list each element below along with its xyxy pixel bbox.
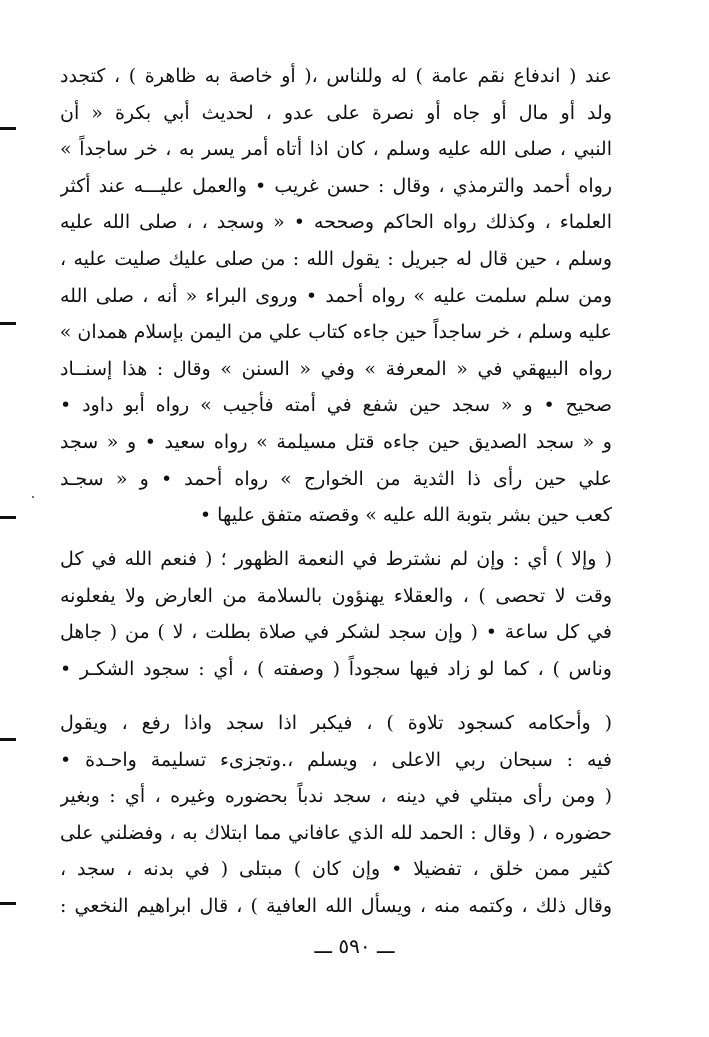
margin-mark <box>0 516 16 519</box>
text-line: و « سجد الصديق حين جاءه قتل مسيلمة » رواه سعيد • و « سجد <box>60 430 612 453</box>
text-line: صحيح • و « سجد حين شفع في أمته فأجيب » رواه أبو داود • <box>60 394 612 417</box>
text-line: كثير ممن خلق ، تفضيلا • وإن كان ) مبتلى ( في بدنه ، سجد ، <box>60 858 612 881</box>
paragraph-3 <box>60 705 612 925</box>
text-line: ( ومن رأى مبتلي في دينه ، سجد ندباً بحضوره وغيره ، أي : وبغير <box>60 785 612 808</box>
text-line: ( وإلا ) أي : وإن لم نشترط في النعمة الظهور ؛ ( فنعم الله في كل <box>60 548 612 570</box>
text-line: ومن سلم سلمت عليه » رواه أحمد • وروى البراء « أنه ، صلى الله <box>60 284 612 307</box>
text-line: ( وأحكامه كسجود تلاوة ) ، فيكبر اذا سجد واذا رفع ، ويقول <box>60 712 612 734</box>
text-line: علي حين رأى ذا الثدية من الخوارج » رواه أحمد • و « سجـد <box>60 467 612 490</box>
text-line: رواه أحمد والترمذي ، وقال : حسن غريب • والعمل عليـــه عند أكثر <box>60 174 612 197</box>
scan-speck <box>32 496 34 498</box>
margin-mark <box>0 127 16 130</box>
text-line: في كل ساعة • ( وإن سجد لشكر في صلاة بطلت ، لا ) من ( جاهل <box>60 621 612 644</box>
page-number: ـــ ٥٩٠ ـــ <box>314 934 395 958</box>
text-line: وقال ذلك ، وكتمه منه ، ويسأل الله العافية ) ، قال ابراهيم النخعي : <box>60 894 612 917</box>
text-line: فيه : سبحان ربي الاعلى ، ويسلم ،.وتجزىء تسليمة واحـدة • <box>60 748 612 771</box>
paragraph-1 <box>60 58 612 534</box>
text-line: ولد أو مال أو جاه أو نصرة على عدو ، لحديث أبي بكرة « أن <box>60 101 612 124</box>
text-line: عند ( اندفاع نقم عامة ) له وللناس ،( أو خاصة به ظاهرة ) ، كتجدد <box>60 65 612 87</box>
text-line: كعب حين بشر بتوبة الله عليه » وقصته متفق عليها • <box>199 504 612 527</box>
margin-mark <box>0 322 16 325</box>
text-line: النبي ، صلى الله عليه وسلم ، كان اذا أتاه أمر يسر به ، خر ساجداً » <box>60 138 612 161</box>
text-line: حضوره ، ( وقال : الحمد لله الذي عافاني مما ابتلاك به ، وفضلني على <box>60 821 612 844</box>
text-line: وسلم ، حين قال له جبريل : يقول الله : من صلى عليك صليت عليه ، <box>60 247 612 270</box>
text-line: عليه وسلم ، خر ساجداً حين جاءه كتاب علي من اليمن بإسلام همدان » <box>60 321 612 344</box>
text-line: رواه البيهقي في « المعرفة » وفي « السنن » وقال : هذا إسنــاد <box>60 357 612 380</box>
margin-mark <box>0 902 16 905</box>
text-line: وناس ) ، كما لو زاد فيها سجوداً ( وصفته ) ، أي : سجود الشكـر • <box>60 657 612 680</box>
margin-mark <box>0 738 16 741</box>
text-line: وقت لا تحصى ) ، والعقلاء يهنؤون بالسلامة من العارض ولا يفعلونه <box>60 584 612 607</box>
text-line: العلماء ، وكذلك رواه الحاكم وصححه • « وسجد ، ، صلى الله عليه <box>60 211 612 234</box>
paragraph-2 <box>60 541 612 687</box>
